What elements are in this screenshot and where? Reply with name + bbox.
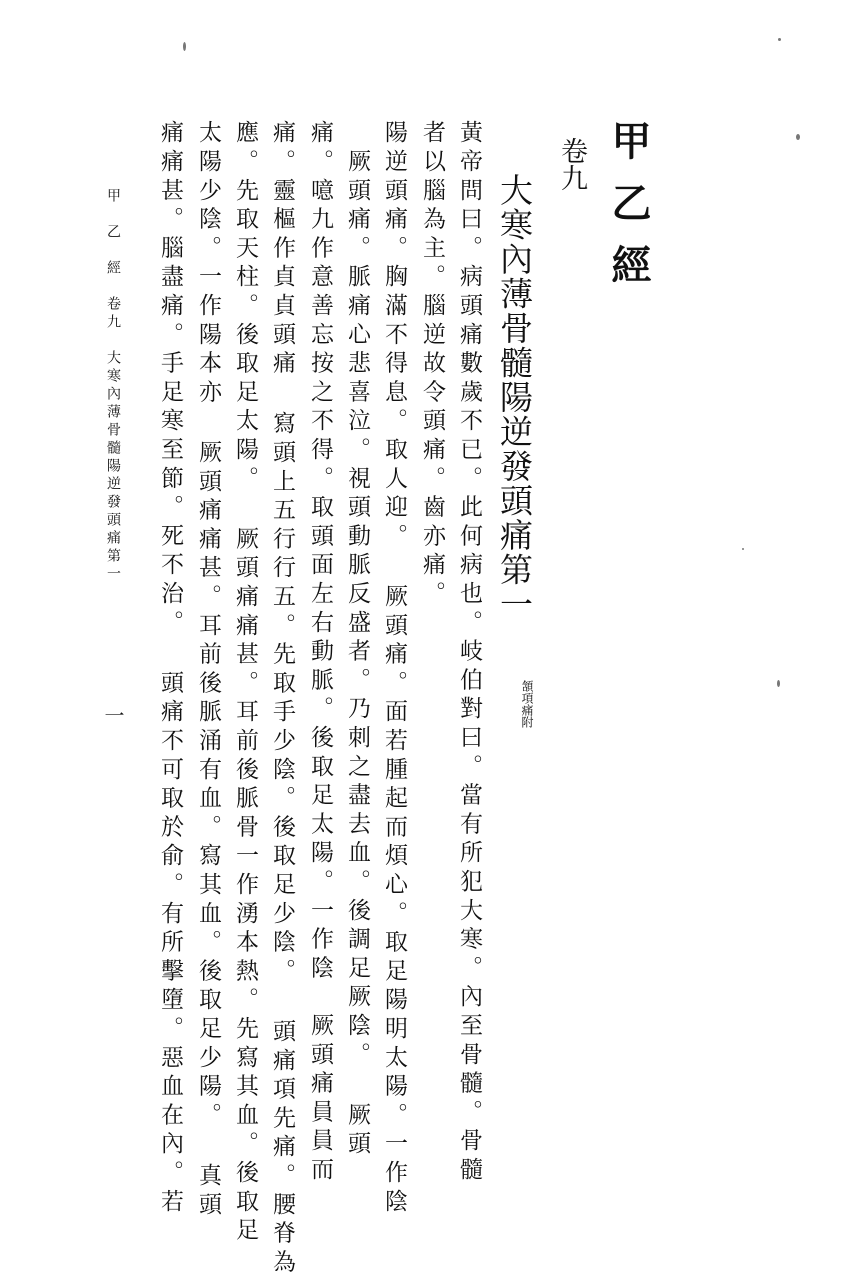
ink-speck (796, 134, 800, 140)
chapter-title: 大寒內薄骨髓陽逆發頭痛第一 (495, 173, 534, 622)
body-line-9: 痛痛甚。腦盡痛。手足寒至節。死不治。 頭痛不可取於俞。有所擊墮。惡血在內。若 (157, 120, 183, 1218)
body-line-8: 太陽少陰。一作陽本亦 厥頭痛痛甚。耳前後脈涌有血。寫其血。後取足少陽。 真頭 (195, 120, 221, 1221)
page-number: 一 (101, 705, 125, 725)
chapter-note: 頷項痛附 (520, 680, 534, 728)
ink-speck (778, 38, 781, 41)
ink-speck (742, 548, 744, 550)
body-line-7: 應。先取天柱。後取足太陽。 厥頭痛痛甚。耳前後脈骨一作湧本熱。先寫其血。後取足 (232, 120, 258, 1247)
volume-label: 卷九 (556, 137, 587, 191)
body-line-1: 黃帝問曰。病頭痛數歲不已。此何病也。岐伯對曰。當有所犯大寒。內至骨髓。骨髓 (456, 120, 482, 1186)
ink-speck (777, 680, 780, 687)
scan-noise (700, 0, 866, 140)
body-line-3: 陽逆頭痛。胸滿不得息。取人迎。 厥頭痛。面若腫起而煩心。取足陽明太陽。一作陰 (381, 120, 407, 1218)
body-line-5: 痛。噫九作意善忘按之不得。取頭面左右動脈。後取足太陽。一作陰 厥頭痛員員而 (307, 120, 333, 1186)
book-title: 甲乙經 (605, 120, 652, 306)
body-line-4: 厥頭痛。脈痛心悲喜泣。視頭動脈反盛者。乃刺之盡去血。後調足厥陰。 厥頭 (344, 120, 370, 1160)
running-footer: 甲 乙 經 卷九 大寒內薄骨髓陽逆發頭痛第一 (105, 188, 121, 584)
ink-speck (183, 42, 186, 51)
body-line-2: 者以腦為主。腦逆故令頭痛。齒亦痛。 (419, 120, 445, 610)
body-line-6: 痛。靈樞作貞貞頭痛 寫頭上五行行五。先取手少陰。後取足少陰。 頭痛項先痛。腰脊為 (269, 120, 295, 1278)
